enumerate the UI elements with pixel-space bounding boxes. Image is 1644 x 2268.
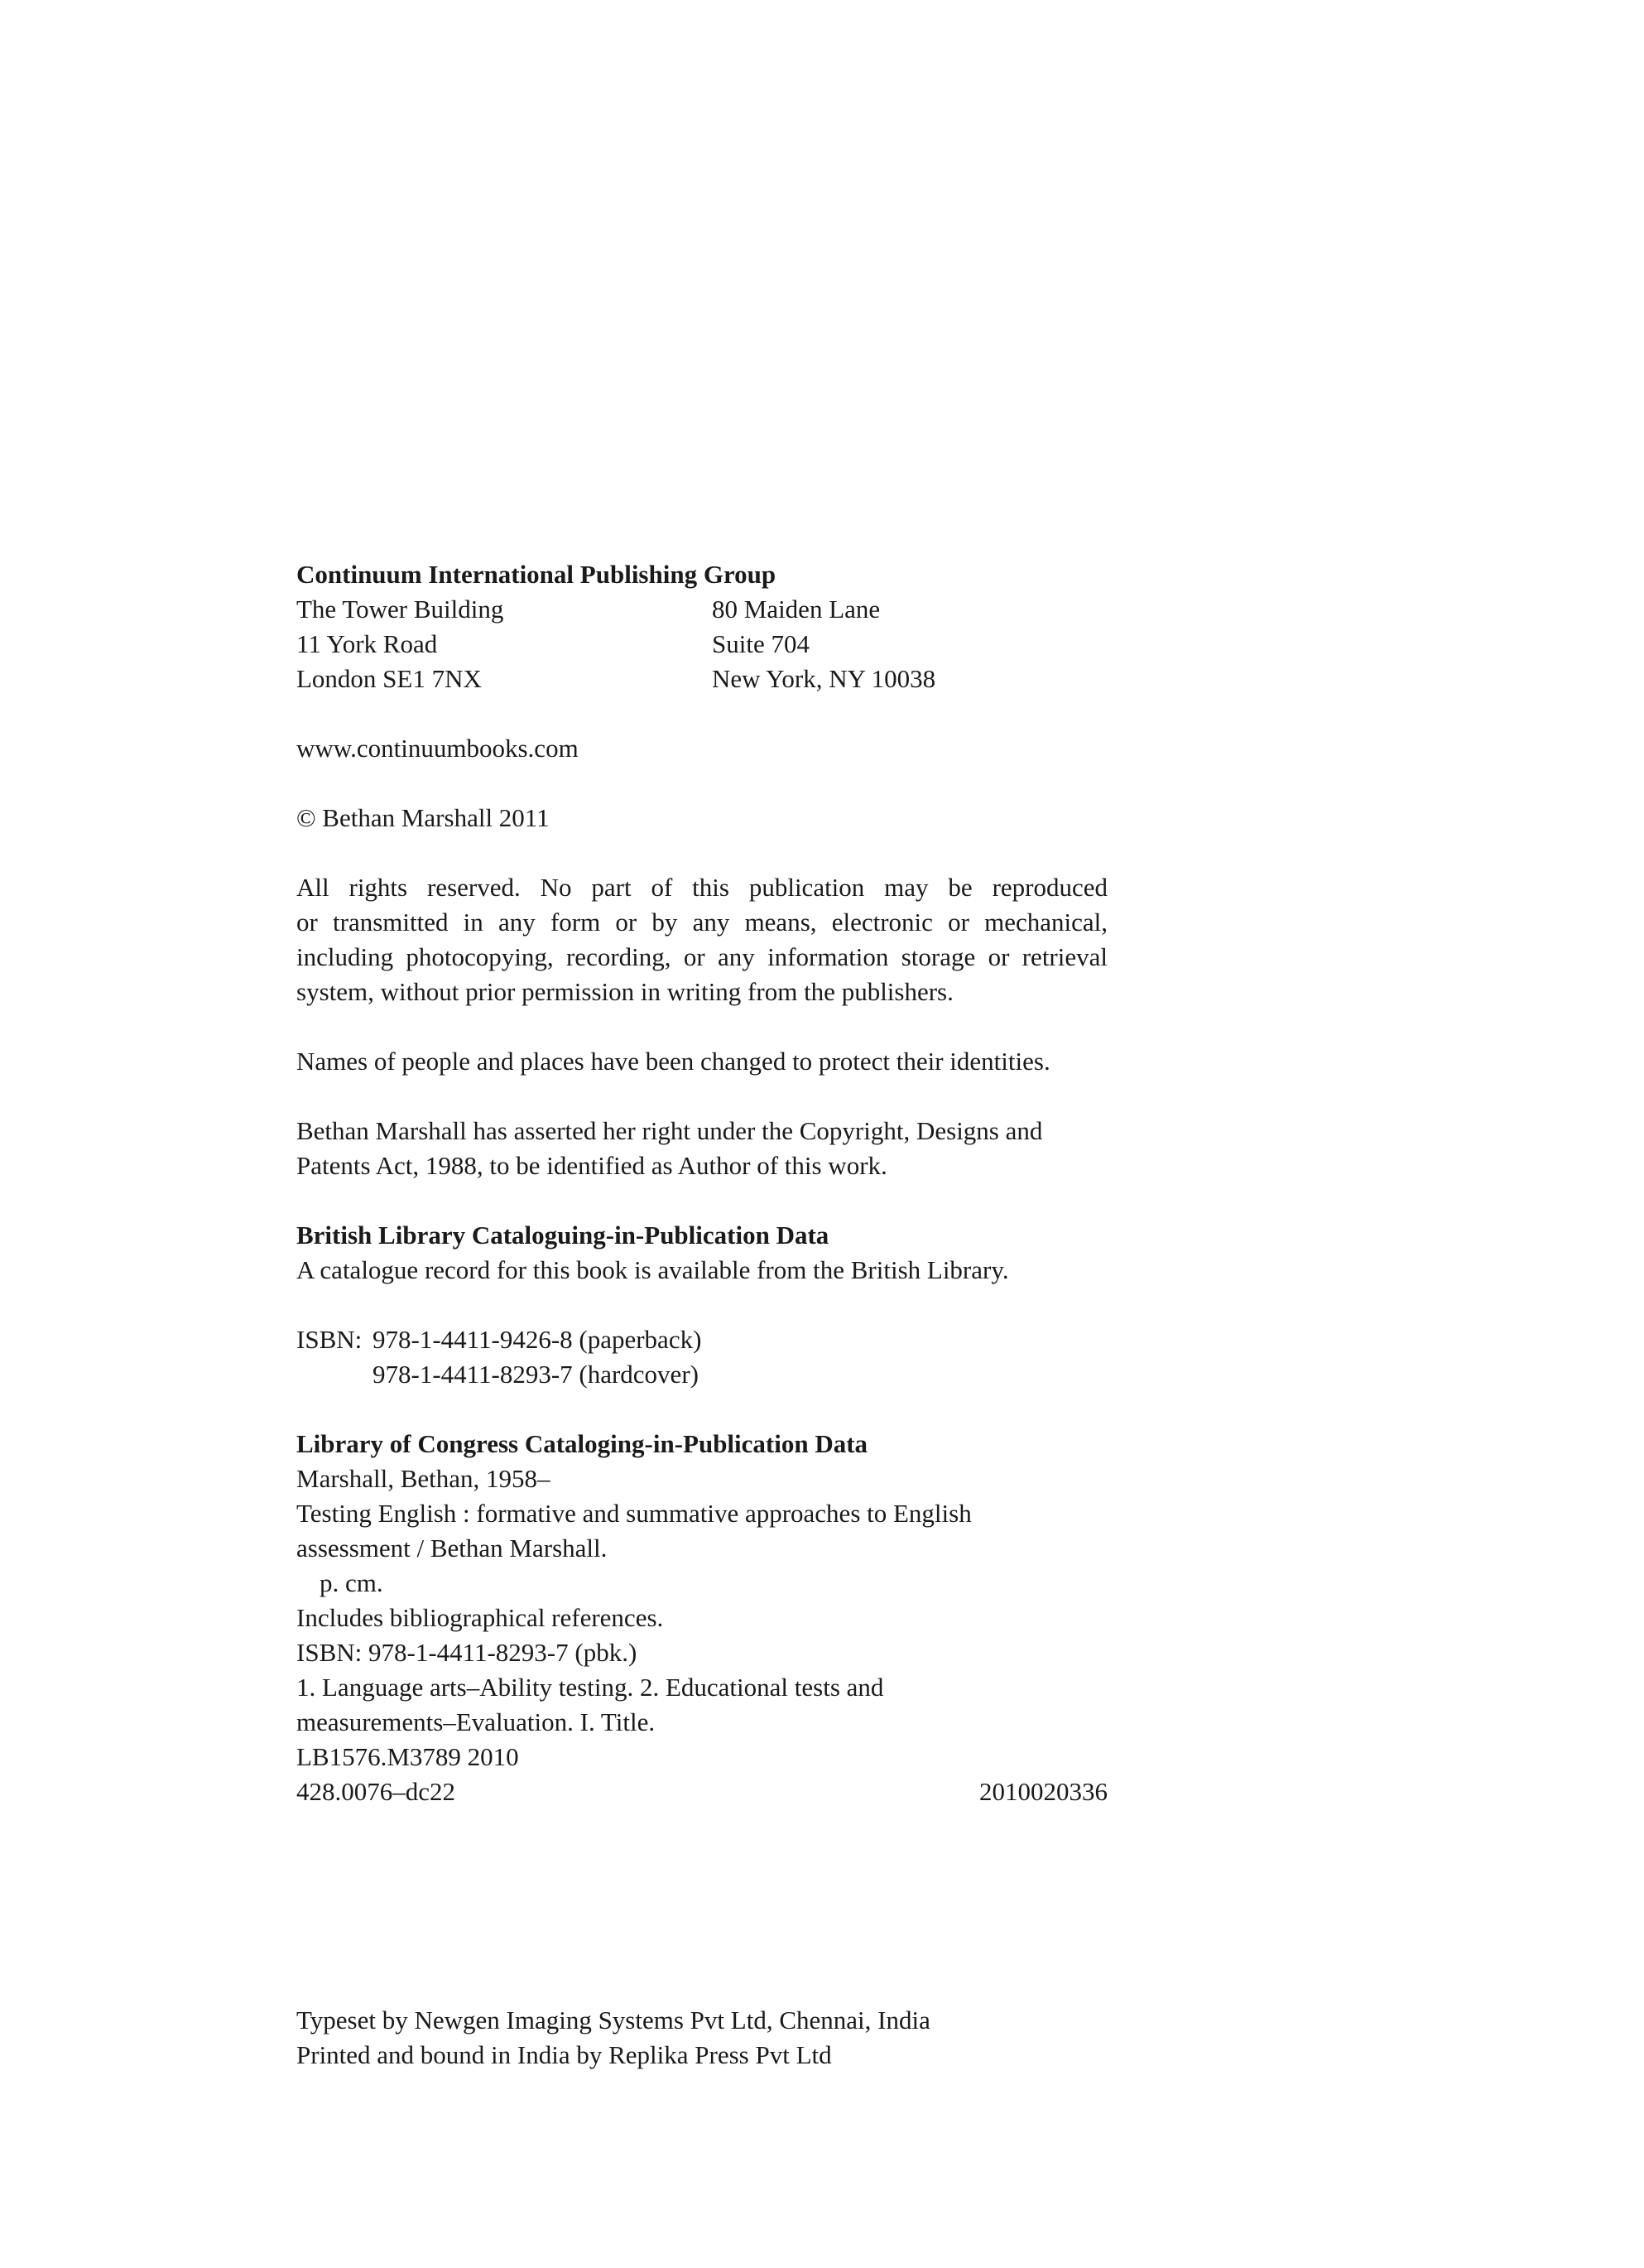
copyright-page xyxy=(296,557,1108,1809)
publisher-name: Continuum International Publishing Group xyxy=(296,560,776,589)
rights-line: including photocopying, recording, or any information storage or retrieval xyxy=(296,942,1108,971)
isbn-label: ISBN: xyxy=(296,1325,363,1354)
dewey-classification: 428.0076–dc22 xyxy=(296,1777,456,1806)
catalog-line: ISBN: 978-1-4411-8293-7 (pbk.) xyxy=(296,1638,637,1667)
lccn: 2010020336 xyxy=(979,1777,1108,1806)
catalog-line: Testing English : formative and summative approaches to English xyxy=(296,1499,972,1528)
printed-credit: Printed and bound in India by Replika Press Pvt Ltd xyxy=(296,2040,832,2069)
isbn-block xyxy=(296,1322,1108,1392)
assertion-line: Patents Act, 1988, to be identified as Author of this work. xyxy=(296,1151,887,1180)
catalog-line: 1. Language arts–Ability testing. 2. Educational tests and xyxy=(296,1673,884,1702)
author-assertion xyxy=(296,1114,1108,1183)
address-line: Suite 704 xyxy=(712,629,810,658)
address-line: New York, NY 10038 xyxy=(712,664,936,693)
address-line: London SE1 7NX xyxy=(296,664,482,693)
rights-line: or transmitted in any form or by any means, electronic or mechanical, xyxy=(296,908,1108,937)
british-library-heading: British Library Cataloguing-in-Publication Data xyxy=(296,1221,829,1250)
rights-paragraph xyxy=(296,870,1108,1009)
typeset-credit: Typeset by Newgen Imaging Systems Pvt Ltd, Chennai, India xyxy=(296,2006,930,2034)
catalog-line: Marshall, Bethan, 1958– xyxy=(296,1464,550,1493)
assertion-line: Bethan Marshall has asserted her right under the Copyright, Designs and xyxy=(296,1116,1043,1145)
library-of-congress-heading: Library of Congress Cataloging-in-Publication Data xyxy=(296,1429,868,1458)
address-line: 11 York Road xyxy=(296,629,438,658)
address-line: The Tower Building xyxy=(296,595,504,624)
catalog-line: p. cm. xyxy=(320,1568,383,1597)
publisher-addresses xyxy=(296,592,1108,696)
rights-line: system, without prior permission in writing from the publishers. xyxy=(296,977,954,1006)
address-new-york xyxy=(712,592,1108,696)
catalog-line: Includes bibliographical references. xyxy=(296,1603,664,1632)
catalog-line: LB1576.M3789 2010 xyxy=(296,1742,519,1771)
isbn-paperback: 978-1-4411-9426-8 (paperback) xyxy=(373,1325,702,1354)
isbn-hardcover: 978-1-4411-8293-7 (hardcover) xyxy=(373,1360,699,1389)
catalog-line: measurements–Evaluation. I. Title. xyxy=(296,1707,656,1736)
address-london xyxy=(296,592,712,696)
copyright-notice: © Bethan Marshall 2011 xyxy=(296,803,550,832)
classification-row xyxy=(296,1774,1108,1809)
rights-line: All rights reserved. No part of this publication may be reproduced xyxy=(296,873,1108,902)
library-of-congress-record xyxy=(296,1461,1108,1809)
printer-credits xyxy=(296,2003,1108,2073)
catalog-line: assessment / Bethan Marshall. xyxy=(296,1534,608,1563)
british-library-text: A catalogue record for this book is available from the British Library. xyxy=(296,1255,1009,1284)
publisher-website: www.continuumbooks.com xyxy=(296,734,579,763)
names-notice: Names of people and places have been changed to protect their identities. xyxy=(296,1047,1050,1076)
address-line: 80 Maiden Lane xyxy=(712,595,881,624)
